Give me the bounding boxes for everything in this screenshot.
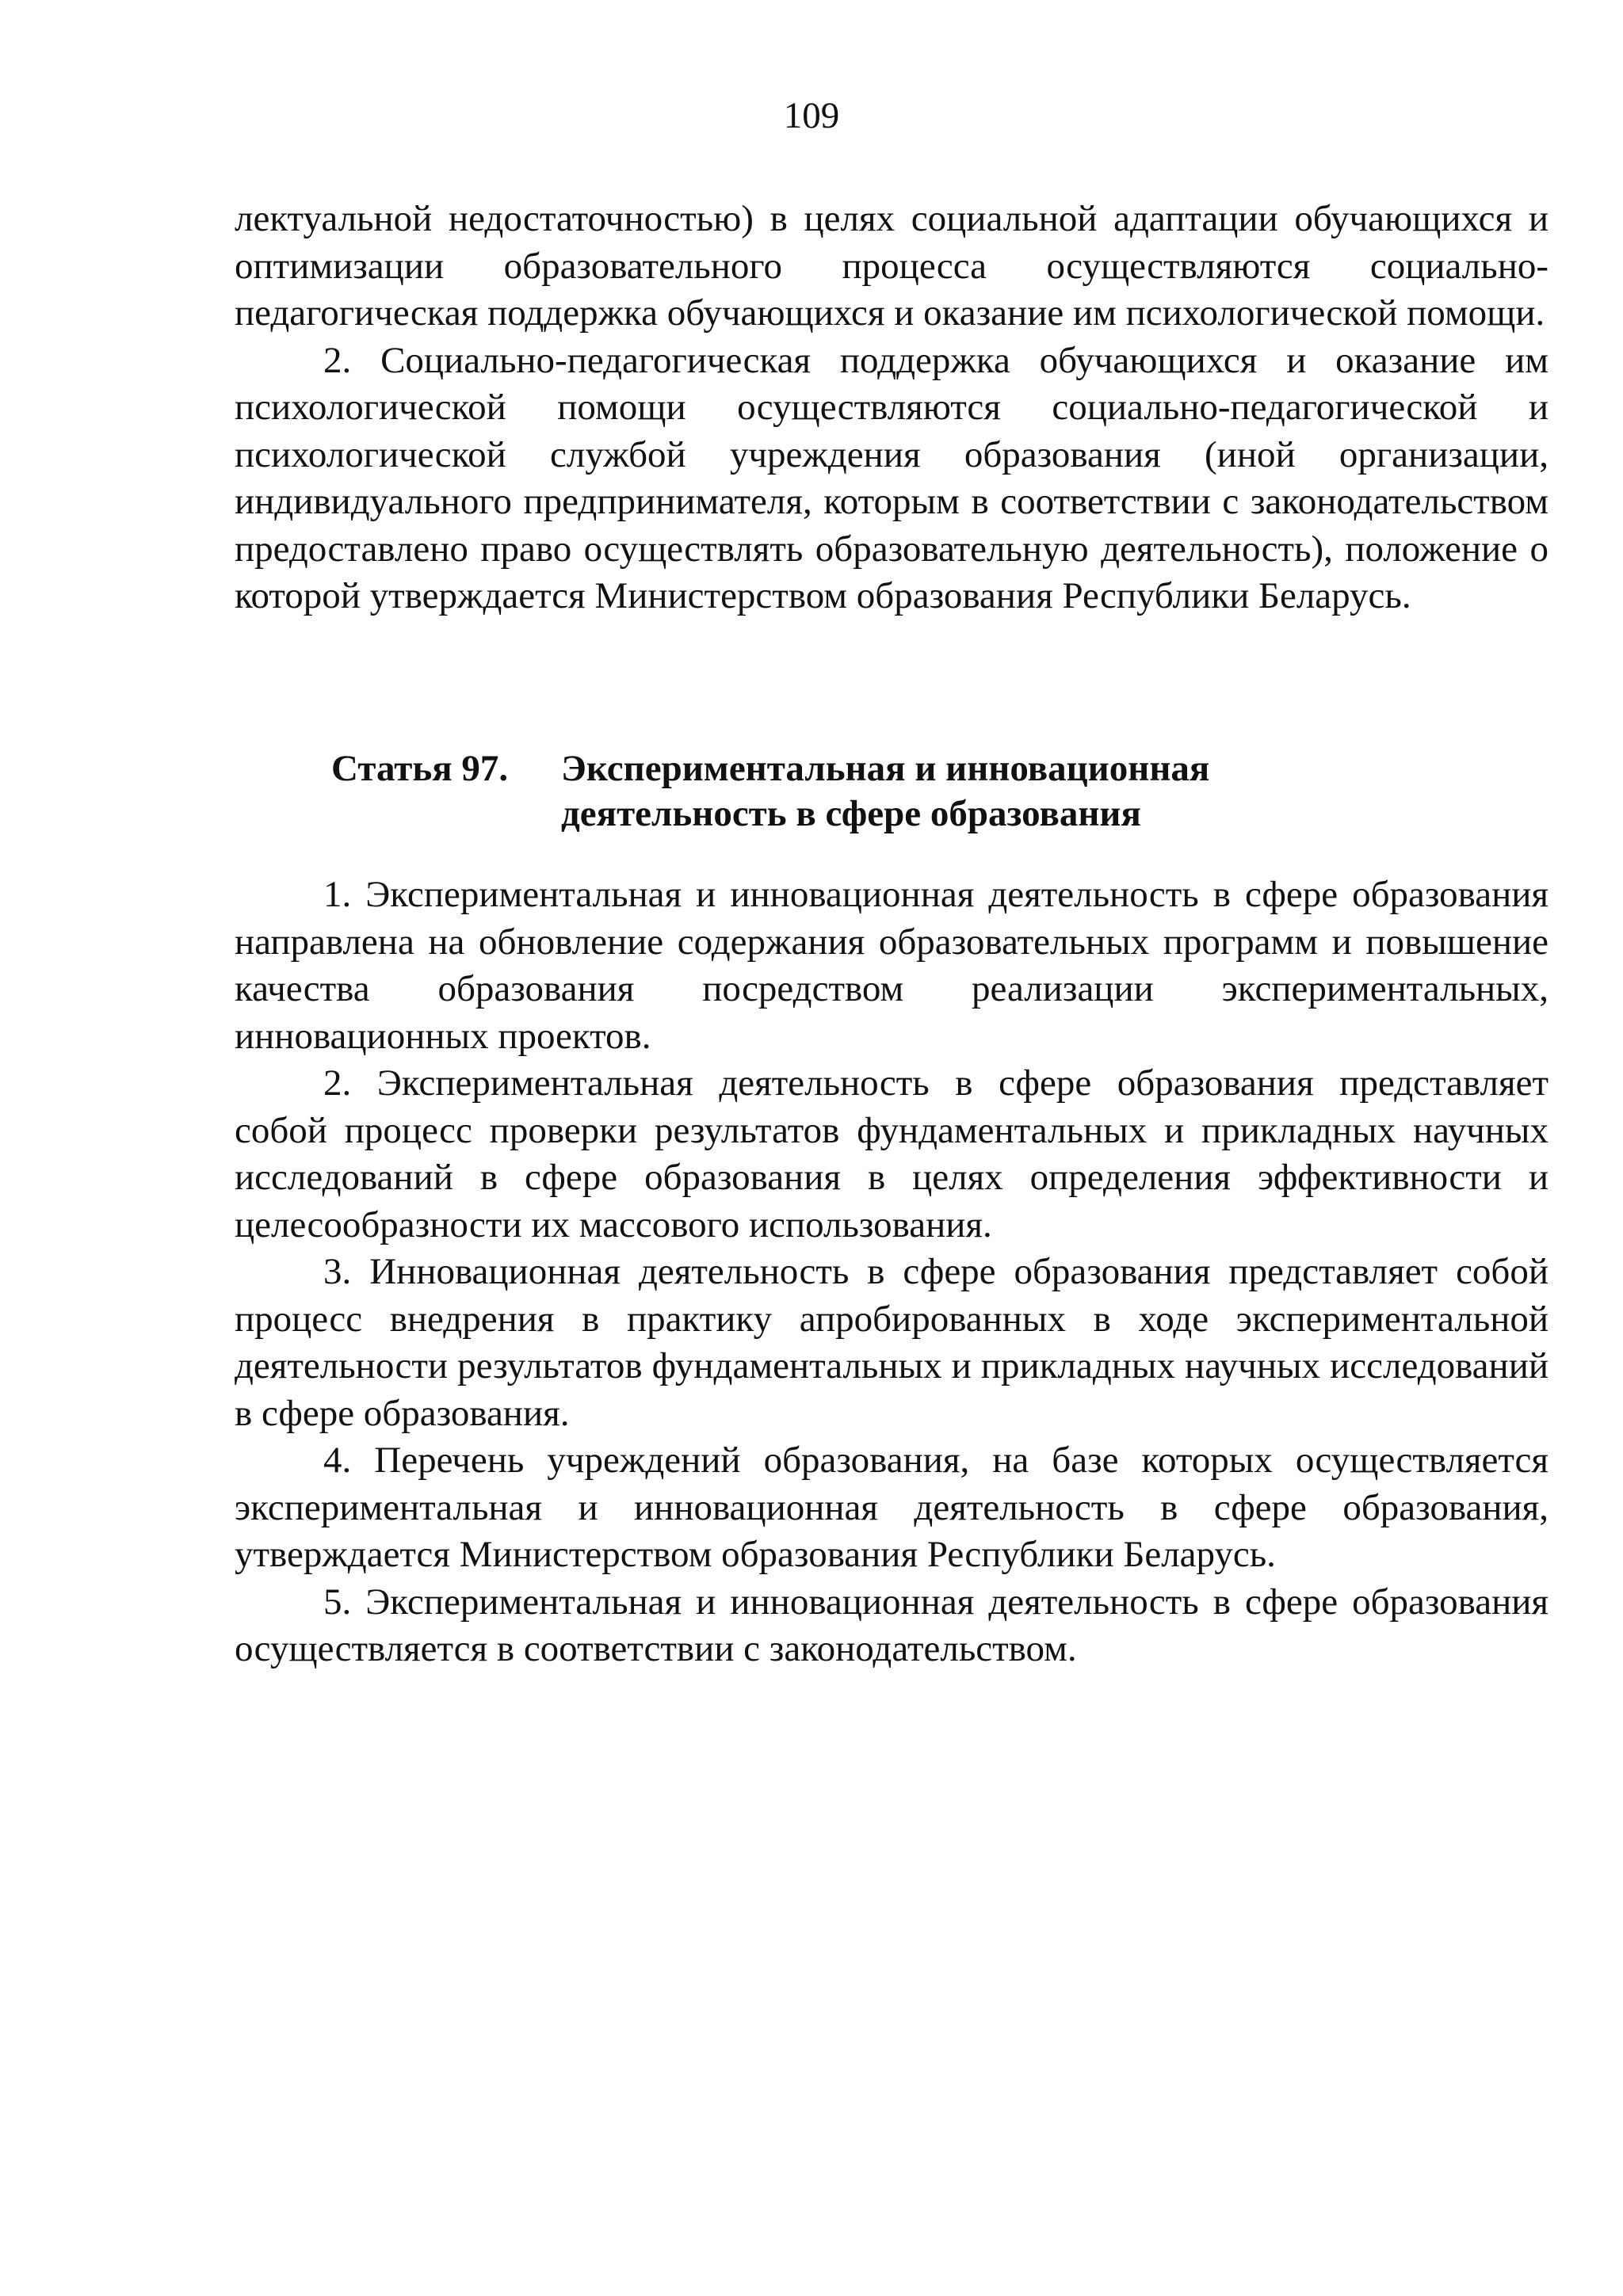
article-paragraph-2: 2. Экспериментальная деятельность в сфере образования представляет собой процесс проверки результатов фундаментальных и прикладных научных исследований в сфере образования в целях определения эффективности и целесообразности их массового использования.	[235, 1062, 1549, 1245]
article-paragraph-4: 4. Перечень учреждений образования, на базе которых осуществляется экспериментальная и инновационная деятельность в сфере образования, утверждается Министерством образования Республики Беларусь.	[235, 1440, 1549, 1575]
previous-article-continuation	[235, 196, 1549, 620]
paragraph-2: 2. Социально-педагогическая поддержка обучающихся и оказание им психологической помощи осуществляются социально-педагогической и психологической службой учреждения образования (иной организации, индивидуального предпринимателя, которым в соответствии с законодательством предоставлено право осуществлять образовательную деятельность), положение о которой утверждается Министерством образования Республики Беларусь.	[235, 339, 1549, 616]
paragraph-continuation: лектуальной недостаточностью) в целях социальной адаптации обучающихся и оптимизации образовательного процесса осуществляются социально-педагогическая поддержка обучающихся и оказание им психологической помощи.	[235, 198, 1549, 334]
page-number: 109	[783, 95, 840, 136]
article-title-line-2: деятельность в сфере образования	[561, 793, 1141, 834]
article-number: Статья 97.	[331, 748, 509, 789]
article-paragraph-5: 5. Экспериментальная и инновационная деятельность в сфере образования осуществляется в соответствии с законодательством.	[235, 1581, 1549, 1669]
article-title-line-1: Экспериментальная и инновационная	[561, 748, 1210, 789]
article-paragraph-3: 3. Инновационная деятельность в сфере образования представляет собой процесс внедрения в практику апробированных в ходе экспериментальной деятельности результатов фундаментальных и прикладных научных исследований в сфере образования.	[235, 1251, 1549, 1434]
article-title	[561, 746, 1354, 837]
article-body	[235, 871, 1549, 1673]
article-paragraph-1: 1. Экспериментальная и инновационная деятельность в сфере образования направлена на обновление содержания образовательных программ и повышение качества образования посредством реализации экспериментальных, инновационных проектов.	[235, 874, 1549, 1057]
